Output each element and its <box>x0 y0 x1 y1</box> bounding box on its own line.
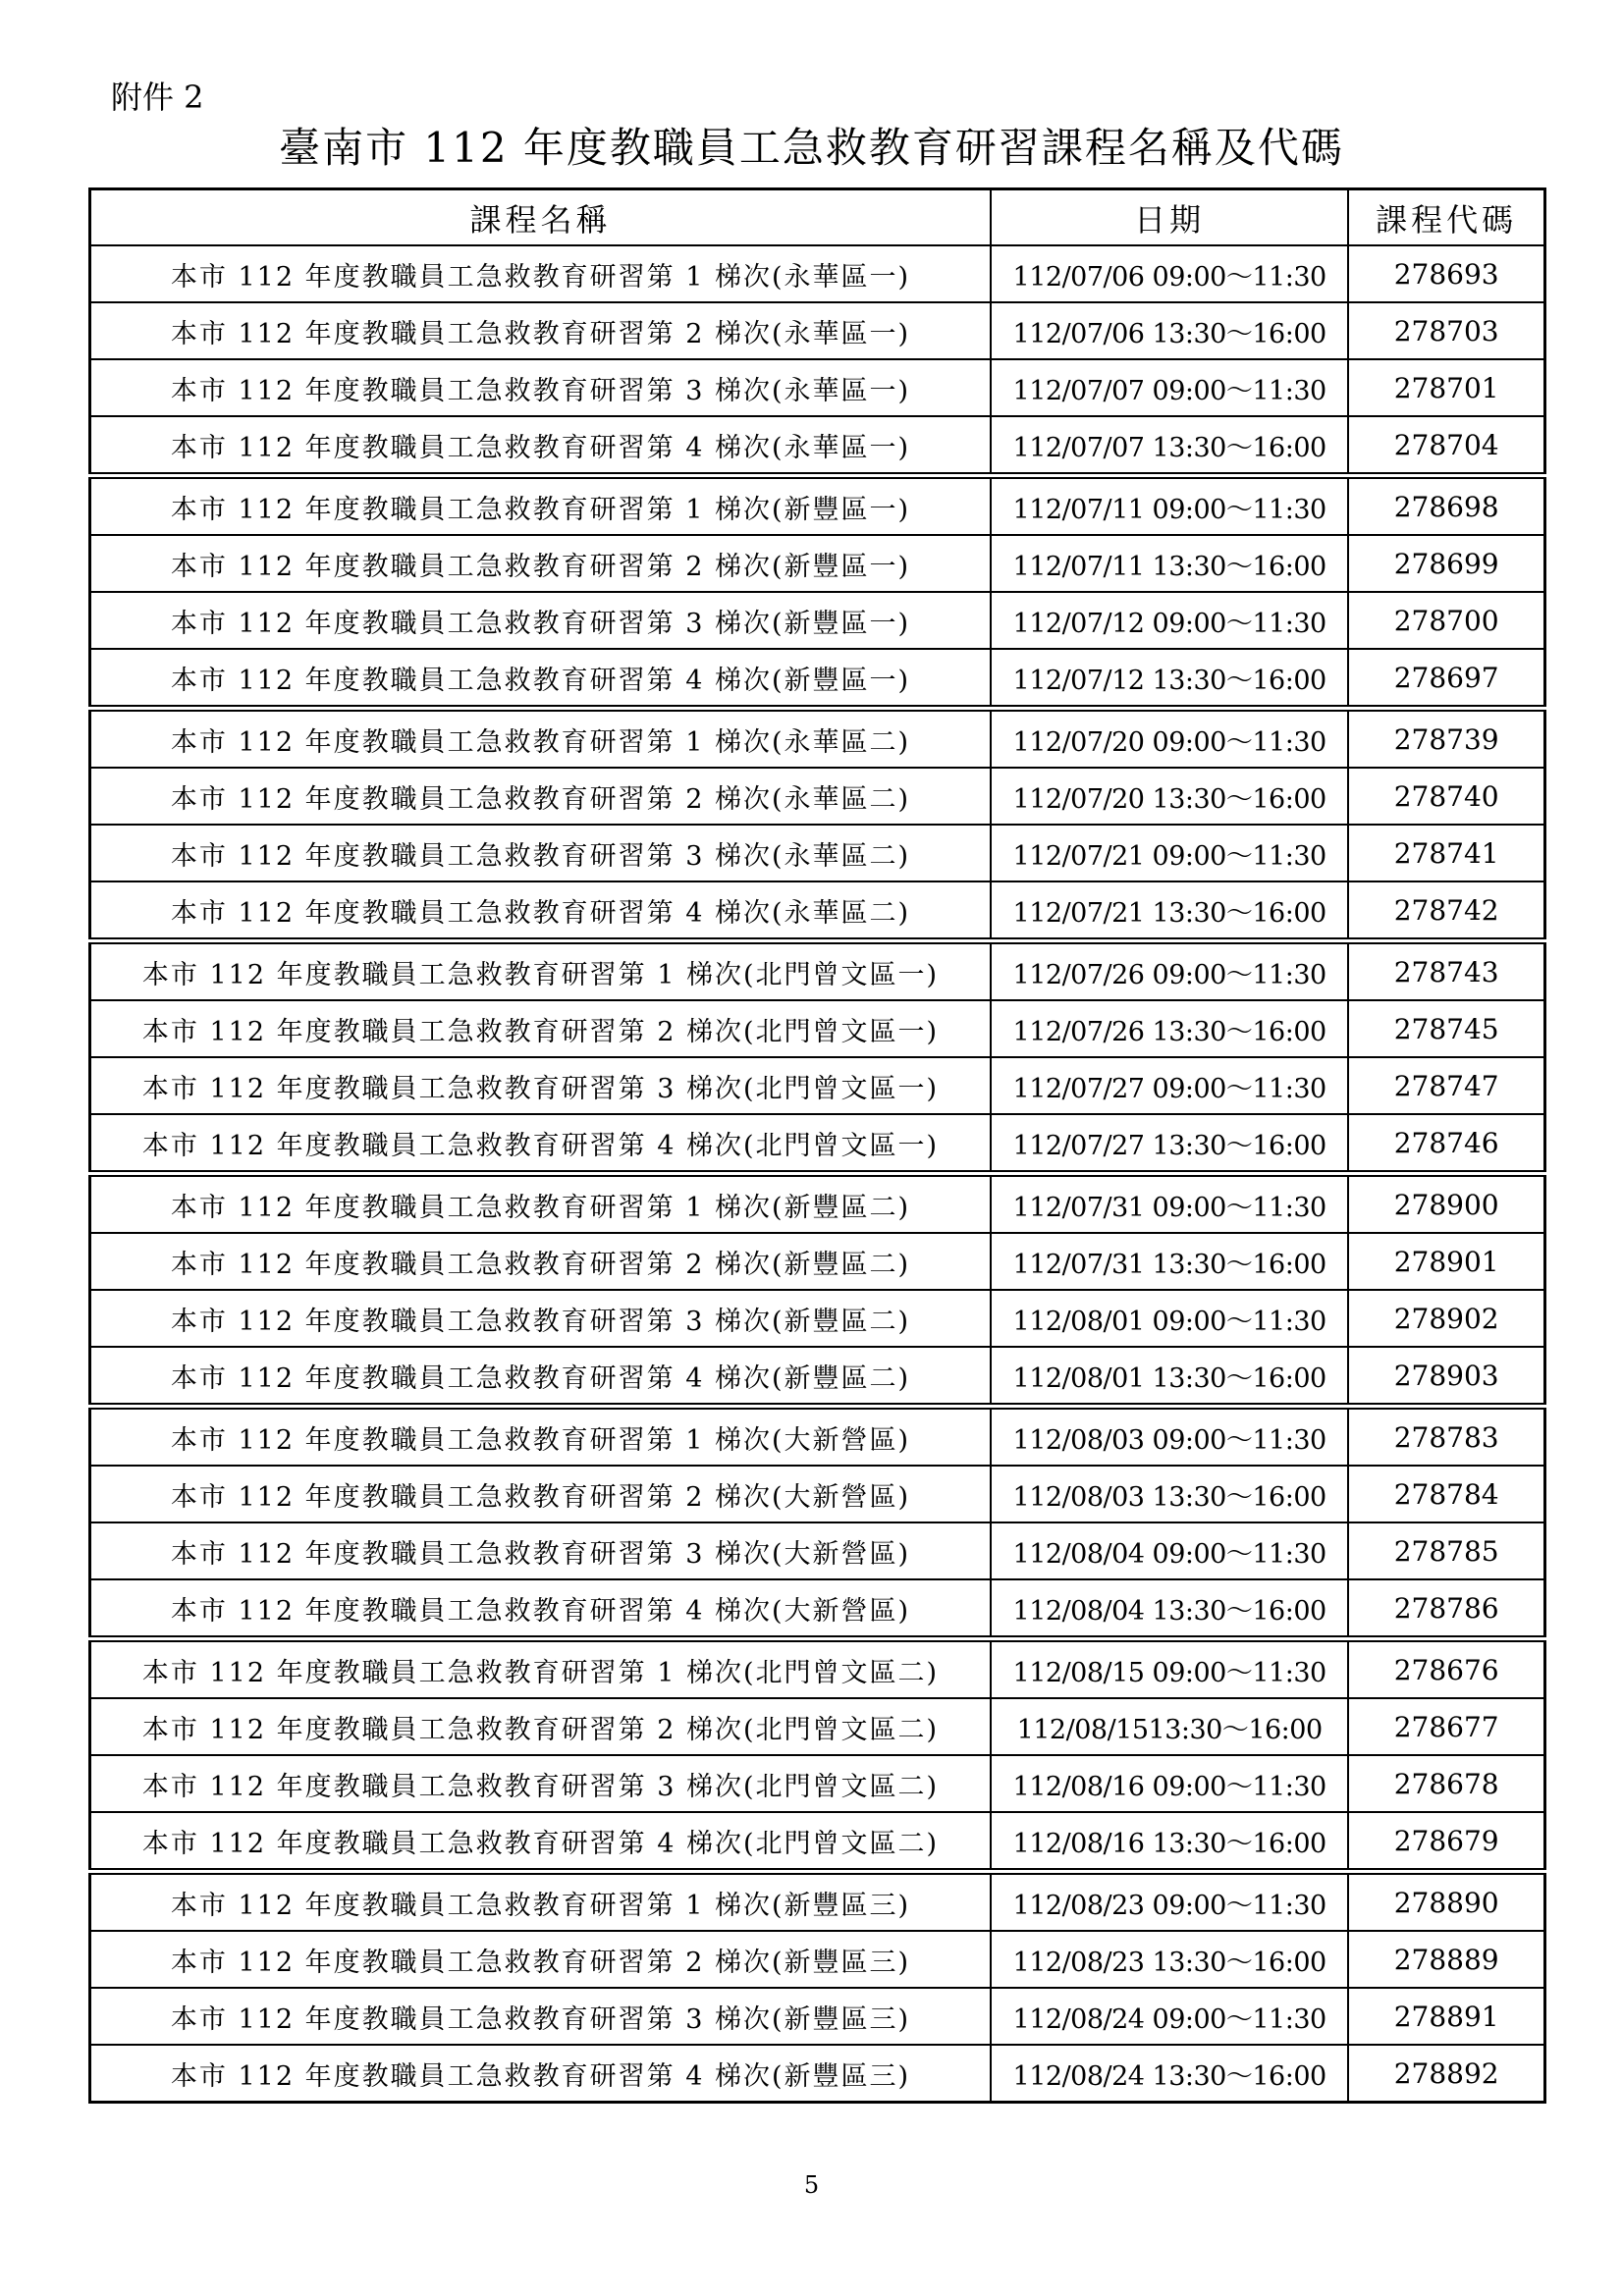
course-name-cell: 本市 112 年度教職員工急救教育研習第 4 梯次(永華區二) <box>90 881 991 941</box>
course-code-cell: 278676 <box>1348 1639 1544 1699</box>
table-header-row <box>90 189 1545 246</box>
header-date: 日期 <box>991 189 1348 246</box>
course-code-cell: 278740 <box>1348 768 1544 825</box>
course-name-cell: 本市 112 年度教職員工急救教育研習第 2 梯次(大新營區) <box>90 1466 991 1522</box>
table-row <box>90 1931 1545 1988</box>
course-name-cell: 本市 112 年度教職員工急救教育研習第 1 梯次(北門曾文區二) <box>90 1639 991 1699</box>
table-row <box>90 1988 1545 2045</box>
course-code-cell: 278699 <box>1348 535 1544 592</box>
course-code-cell: 278742 <box>1348 881 1544 941</box>
table-row <box>90 1057 1545 1114</box>
table-row <box>90 1407 1545 1467</box>
course-name-cell: 本市 112 年度教職員工急救教育研習第 1 梯次(新豐區三) <box>90 1872 991 1932</box>
date-cell: 112/07/26 13:30～16:00 <box>991 1000 1348 1057</box>
course-code-cell: 278701 <box>1348 359 1544 416</box>
date-cell: 112/07/07 13:30～16:00 <box>991 416 1348 476</box>
course-code-cell: 278889 <box>1348 1931 1544 1988</box>
date-cell: 112/08/24 09:00～11:30 <box>991 1988 1348 2045</box>
table-row <box>90 941 1545 1001</box>
attachment-label: 附件 2 <box>111 79 204 116</box>
table-row <box>90 1698 1545 1755</box>
table-row <box>90 1755 1545 1812</box>
course-name-cell: 本市 112 年度教職員工急救教育研習第 4 梯次(北門曾文區一) <box>90 1114 991 1174</box>
course-code-cell: 278679 <box>1348 1812 1544 1872</box>
table-row <box>90 245 1545 302</box>
date-cell: 112/07/31 09:00～11:30 <box>991 1174 1348 1234</box>
date-cell: 112/08/01 09:00～11:30 <box>991 1290 1348 1347</box>
course-name-cell: 本市 112 年度教職員工急救教育研習第 2 梯次(北門曾文區二) <box>90 1698 991 1755</box>
document-title: 臺南市 112 年度教職員工急救教育研習課程名稱及代碼 <box>279 124 1344 172</box>
course-code-cell: 278783 <box>1348 1407 1544 1467</box>
course-name-cell: 本市 112 年度教職員工急救教育研習第 3 梯次(永華區二) <box>90 825 991 881</box>
course-name-cell: 本市 112 年度教職員工急救教育研習第 3 梯次(新豐區三) <box>90 1988 991 2045</box>
table-row <box>90 1114 1545 1174</box>
date-cell: 112/07/12 13:30～16:00 <box>991 649 1348 709</box>
course-name-cell: 本市 112 年度教職員工急救教育研習第 2 梯次(新豐區三) <box>90 1931 991 1988</box>
course-code-cell: 278743 <box>1348 941 1544 1001</box>
course-name-cell: 本市 112 年度教職員工急救教育研習第 4 梯次(北門曾文區二) <box>90 1812 991 1872</box>
course-name-cell: 本市 112 年度教職員工急救教育研習第 2 梯次(永華區二) <box>90 768 991 825</box>
course-name-cell: 本市 112 年度教職員工急救教育研習第 4 梯次(新豐區一) <box>90 649 991 709</box>
table-body <box>90 245 1545 2103</box>
table-row <box>90 825 1545 881</box>
course-code-cell: 278786 <box>1348 1579 1544 1639</box>
table-row <box>90 1290 1545 1347</box>
table-row <box>90 1233 1545 1290</box>
course-code-cell: 278747 <box>1348 1057 1544 1114</box>
course-code-cell: 278784 <box>1348 1466 1544 1522</box>
course-name-cell: 本市 112 年度教職員工急救教育研習第 4 梯次(新豐區二) <box>90 1347 991 1407</box>
course-name-cell: 本市 112 年度教職員工急救教育研習第 1 梯次(新豐區二) <box>90 1174 991 1234</box>
date-cell: 112/08/01 13:30～16:00 <box>991 1347 1348 1407</box>
course-table <box>88 187 1546 2104</box>
date-cell: 112/07/20 13:30～16:00 <box>991 768 1348 825</box>
course-code-cell: 278892 <box>1348 2045 1544 2103</box>
date-cell: 112/08/03 09:00～11:30 <box>991 1407 1348 1467</box>
date-cell: 112/07/11 13:30～16:00 <box>991 535 1348 592</box>
date-cell: 112/07/26 09:00～11:30 <box>991 941 1348 1001</box>
table-row <box>90 359 1545 416</box>
date-cell: 112/07/21 09:00～11:30 <box>991 825 1348 881</box>
date-cell: 112/08/04 09:00～11:30 <box>991 1522 1348 1579</box>
course-name-cell: 本市 112 年度教職員工急救教育研習第 2 梯次(永華區一) <box>90 302 991 359</box>
course-name-cell: 本市 112 年度教職員工急救教育研習第 4 梯次(新豐區三) <box>90 2045 991 2103</box>
course-code-cell: 278891 <box>1348 1988 1544 2045</box>
course-code-cell: 278745 <box>1348 1000 1544 1057</box>
table-row <box>90 649 1545 709</box>
course-name-cell: 本市 112 年度教職員工急救教育研習第 1 梯次(永華區一) <box>90 245 991 302</box>
table-row <box>90 1466 1545 1522</box>
date-cell: 112/07/07 09:00～11:30 <box>991 359 1348 416</box>
date-cell: 112/07/27 13:30～16:00 <box>991 1114 1348 1174</box>
course-name-cell: 本市 112 年度教職員工急救教育研習第 2 梯次(新豐區二) <box>90 1233 991 1290</box>
course-name-cell: 本市 112 年度教職員工急救教育研習第 1 梯次(北門曾文區一) <box>90 941 991 1001</box>
course-name-cell: 本市 112 年度教職員工急救教育研習第 4 梯次(大新營區) <box>90 1579 991 1639</box>
table-row <box>90 1347 1545 1407</box>
course-code-cell: 278741 <box>1348 825 1544 881</box>
course-name-cell: 本市 112 年度教職員工急救教育研習第 3 梯次(永華區一) <box>90 359 991 416</box>
table-row <box>90 1000 1545 1057</box>
table-row <box>90 1872 1545 1932</box>
date-cell: 112/07/06 13:30～16:00 <box>991 302 1348 359</box>
course-name-cell: 本市 112 年度教職員工急救教育研習第 1 梯次(新豐區一) <box>90 476 991 536</box>
date-cell: 112/08/04 13:30～16:00 <box>991 1579 1348 1639</box>
table-row <box>90 768 1545 825</box>
course-code-cell: 278677 <box>1348 1698 1544 1755</box>
date-cell: 112/07/21 13:30～16:00 <box>991 881 1348 941</box>
date-cell: 112/07/12 09:00～11:30 <box>991 592 1348 649</box>
date-cell: 112/07/20 09:00～11:30 <box>991 709 1348 769</box>
table-row <box>90 1522 1545 1579</box>
date-cell: 112/07/06 09:00～11:30 <box>991 245 1348 302</box>
date-cell: 112/07/11 09:00～11:30 <box>991 476 1348 536</box>
table-row <box>90 535 1545 592</box>
course-code-cell: 278901 <box>1348 1233 1544 1290</box>
course-code-cell: 278785 <box>1348 1522 1544 1579</box>
date-cell: 112/08/03 13:30～16:00 <box>991 1466 1348 1522</box>
course-name-cell: 本市 112 年度教職員工急救教育研習第 2 梯次(新豐區一) <box>90 535 991 592</box>
table-row <box>90 476 1545 536</box>
date-cell: 112/07/31 13:30～16:00 <box>991 1233 1348 1290</box>
table-row <box>90 1639 1545 1699</box>
course-code-cell: 278903 <box>1348 1347 1544 1407</box>
table-row <box>90 592 1545 649</box>
course-name-cell: 本市 112 年度教職員工急救教育研習第 3 梯次(北門曾文區二) <box>90 1755 991 1812</box>
course-code-cell: 278697 <box>1348 649 1544 709</box>
table-row <box>90 2045 1545 2103</box>
table-row <box>90 1812 1545 1872</box>
course-name-cell: 本市 112 年度教職員工急救教育研習第 3 梯次(北門曾文區一) <box>90 1057 991 1114</box>
course-code-cell: 278693 <box>1348 245 1544 302</box>
course-code-cell: 278704 <box>1348 416 1544 476</box>
course-code-cell: 278698 <box>1348 476 1544 536</box>
page-number: 5 <box>803 2171 820 2199</box>
course-code-cell: 278678 <box>1348 1755 1544 1812</box>
table-row <box>90 709 1545 769</box>
course-code-cell: 278902 <box>1348 1290 1544 1347</box>
date-cell: 112/08/23 09:00～11:30 <box>991 1872 1348 1932</box>
date-cell: 112/08/16 13:30～16:00 <box>991 1812 1348 1872</box>
table-row <box>90 302 1545 359</box>
table-row <box>90 1174 1545 1234</box>
date-cell: 112/08/23 13:30～16:00 <box>991 1931 1348 1988</box>
course-name-cell: 本市 112 年度教職員工急救教育研習第 3 梯次(新豐區二) <box>90 1290 991 1347</box>
course-name-cell: 本市 112 年度教職員工急救教育研習第 2 梯次(北門曾文區一) <box>90 1000 991 1057</box>
course-code-cell: 278746 <box>1348 1114 1544 1174</box>
course-name-cell: 本市 112 年度教職員工急救教育研習第 1 梯次(永華區二) <box>90 709 991 769</box>
course-name-cell: 本市 112 年度教職員工急救教育研習第 1 梯次(大新營區) <box>90 1407 991 1467</box>
course-code-cell: 278700 <box>1348 592 1544 649</box>
course-code-cell: 278739 <box>1348 709 1544 769</box>
course-code-cell: 278900 <box>1348 1174 1544 1234</box>
course-name-cell: 本市 112 年度教職員工急救教育研習第 4 梯次(永華區一) <box>90 416 991 476</box>
course-name-cell: 本市 112 年度教職員工急救教育研習第 3 梯次(大新營區) <box>90 1522 991 1579</box>
date-cell: 112/07/27 09:00～11:30 <box>991 1057 1348 1114</box>
table-row <box>90 881 1545 941</box>
date-cell: 112/08/16 09:00～11:30 <box>991 1755 1348 1812</box>
date-cell: 112/08/15 09:00～11:30 <box>991 1639 1348 1699</box>
header-course-code: 課程代碼 <box>1348 189 1544 246</box>
course-code-cell: 278703 <box>1348 302 1544 359</box>
course-code-cell: 278890 <box>1348 1872 1544 1932</box>
date-cell: 112/08/24 13:30～16:00 <box>991 2045 1348 2103</box>
date-cell: 112/08/1513:30～16:00 <box>991 1698 1348 1755</box>
table-row <box>90 1579 1545 1639</box>
table-row <box>90 416 1545 476</box>
course-name-cell: 本市 112 年度教職員工急救教育研習第 3 梯次(新豐區一) <box>90 592 991 649</box>
header-course-name: 課程名稱 <box>90 189 991 246</box>
